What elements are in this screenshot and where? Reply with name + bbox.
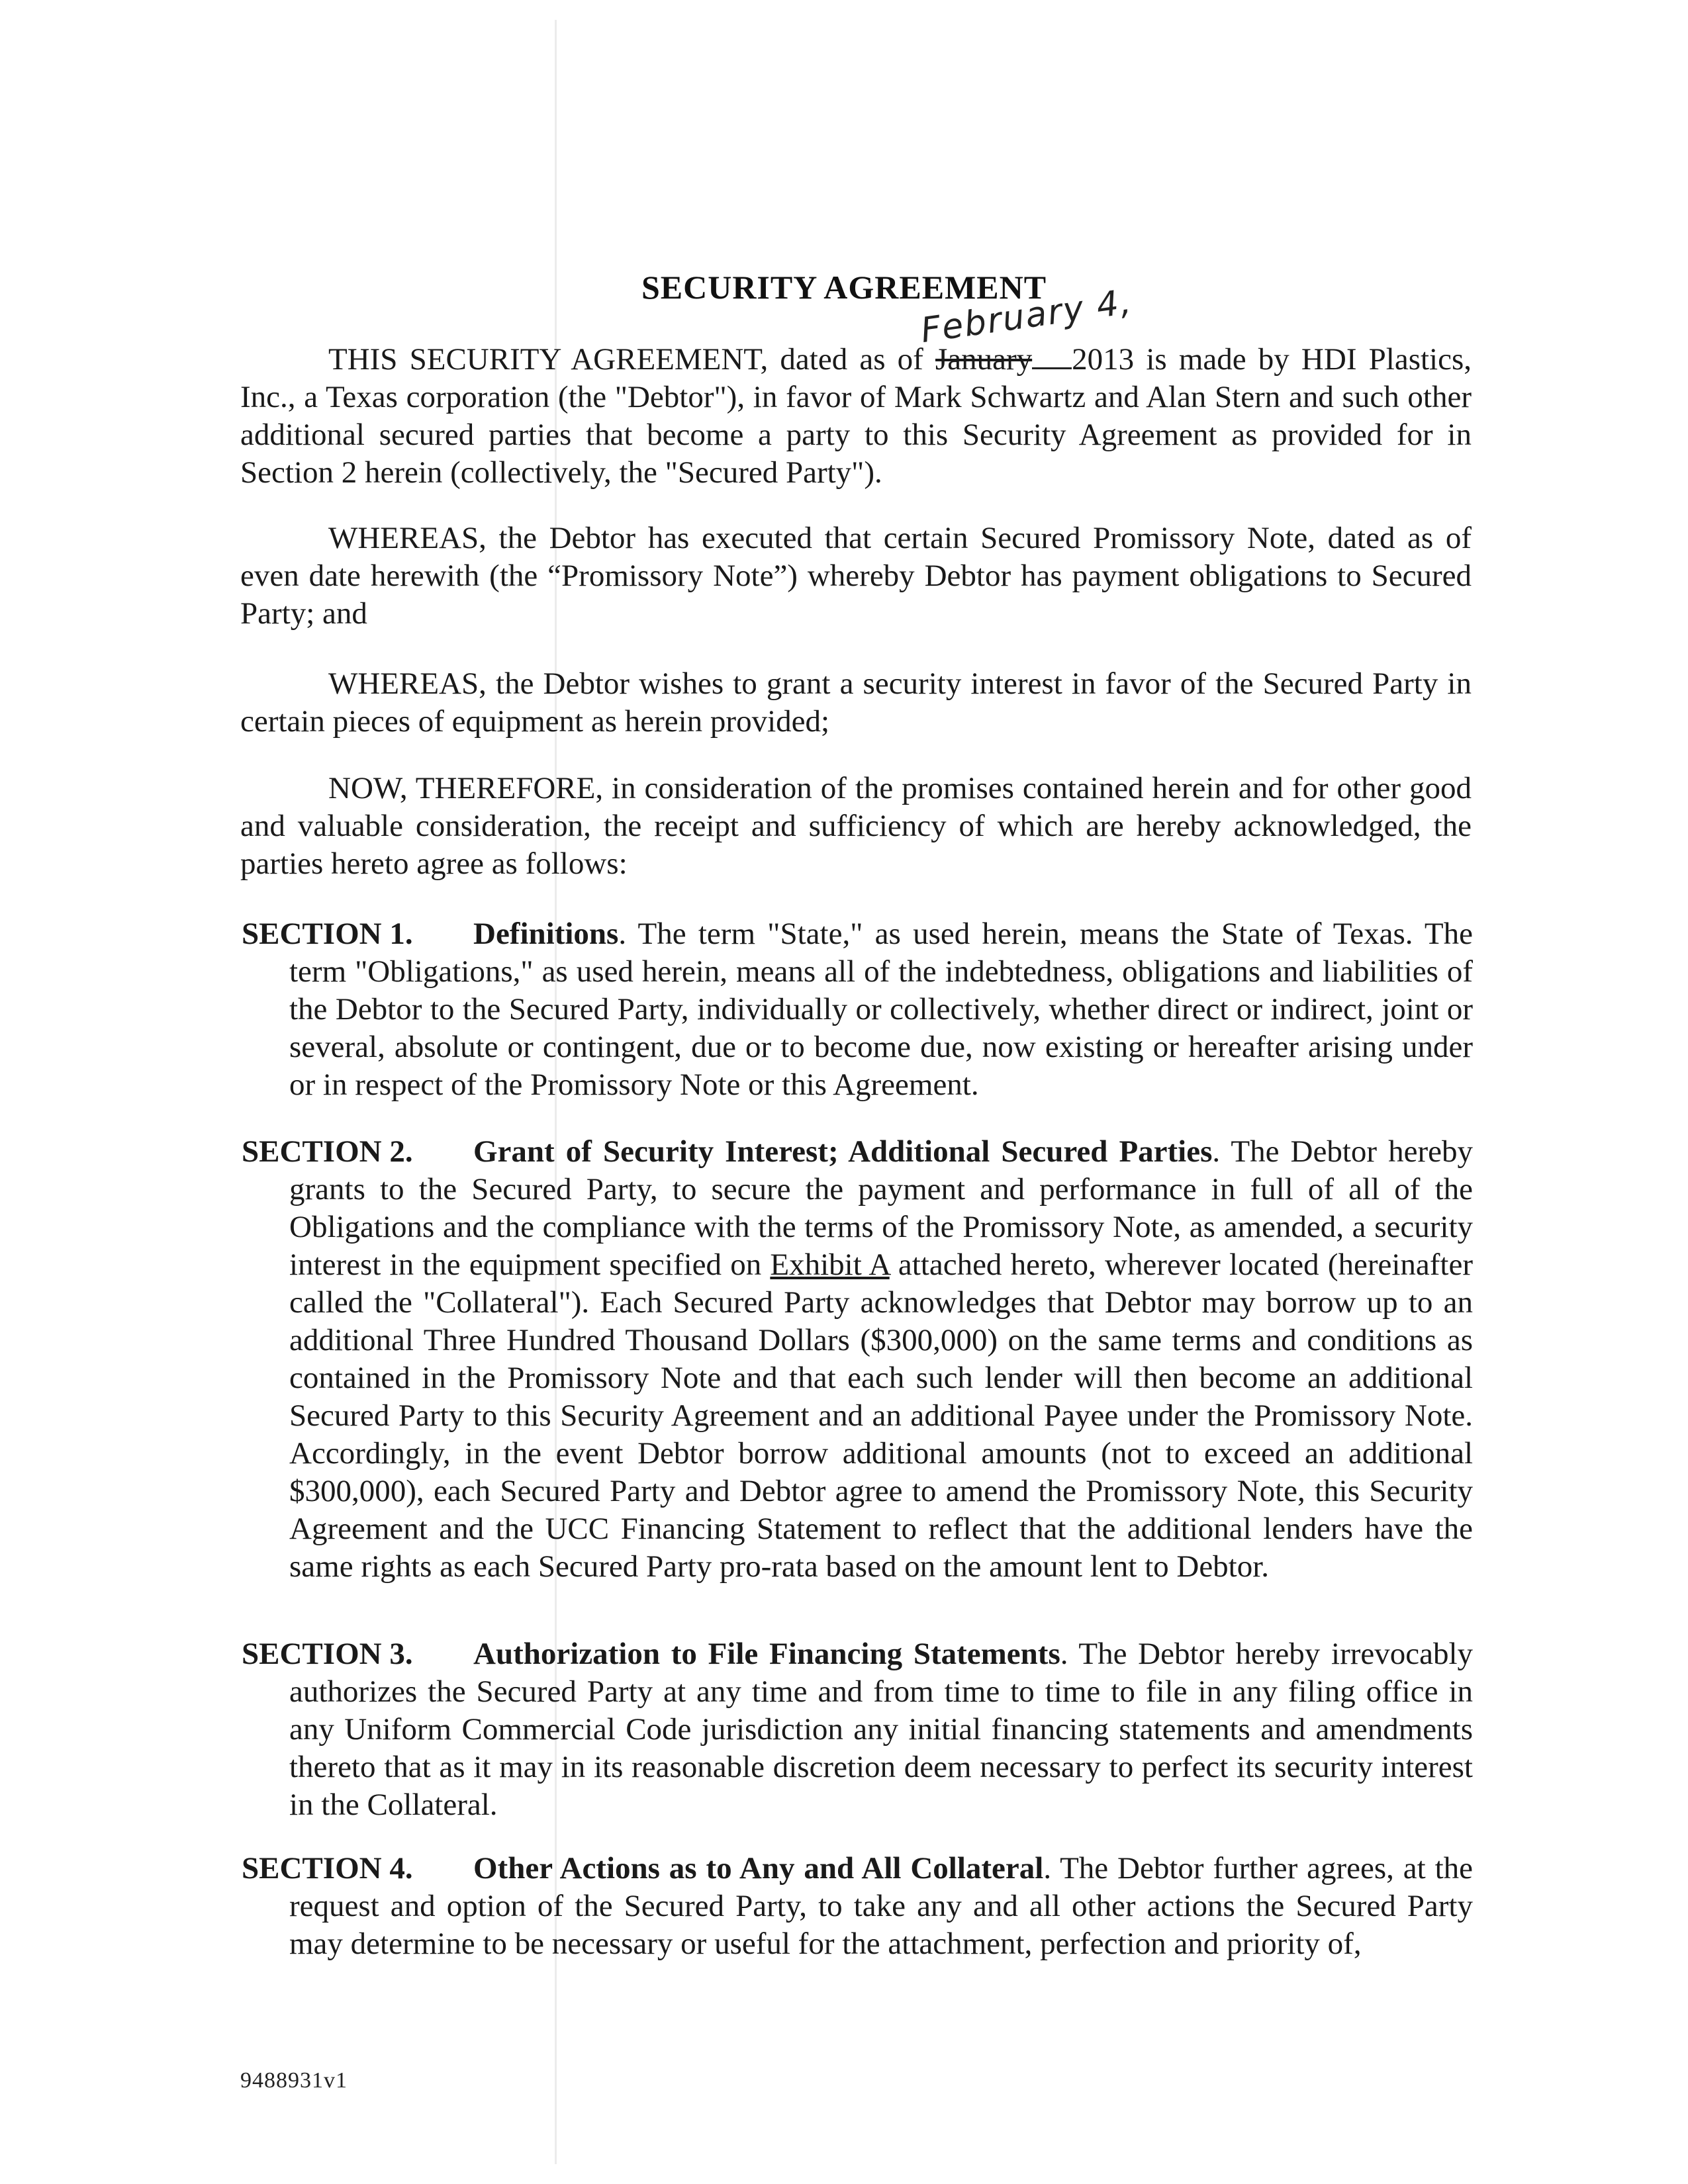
section-3 — [242, 1635, 1473, 1824]
section-3-heading: Authorization to File Financing Statements — [473, 1637, 1060, 1671]
section-2-text-1: . The Debtor hereby grants to the Secured Party, to secure the payment and performance in full of all of the Obligations and the compliance with the terms of the Promissory Note, as amended, a security interest in the equipment specified on — [289, 1134, 1474, 1282]
intro-paragraph — [240, 341, 1472, 492]
section-4-text: . The Debtor further agrees, at the request and option of the Secured Party, to take any and all other actions the Secured Party may determine to be necessary or useful for the attachment, perfection and priority of, — [289, 1851, 1474, 1961]
section-3-text: . The Debtor hereby irrevocably authorizes the Secured Party at any time and from time to time to file in any filing office in any Uniform Commercial Code jurisdiction any initial financing statements and amendments thereto that as it may in its reasonable discretion deem necessary to perfect its security interest in the Collateral. — [289, 1637, 1474, 1822]
section-1-heading: Definitions — [473, 917, 619, 951]
section-3-number: SECTION 3. — [242, 1637, 413, 1671]
intro-text-1: THIS SECURITY AGREEMENT, dated as of — [328, 342, 935, 377]
struck-month: January — [935, 342, 1033, 377]
section-1-number: SECTION 1. — [242, 917, 413, 951]
section-4-number: SECTION 4. — [242, 1851, 413, 1886]
document-title: SECURITY AGREEMENT — [641, 269, 1047, 306]
date-blank — [1032, 367, 1072, 369]
section-2-text-2: attached hereto, wherever located (hereinafter called the "Collateral"). Each Secured Party acknowledges that Debtor may borrow up to an additional Three Hundred Thousand Dollars ($300,000) on the same terms and conditions as contained in the Promissory Note and that each such lender will then become an additional Secured Party to this Security Agreement and an additional Payee under the Promissory Note. Accordingly, in the event Debtor borrow additional amounts (not to exceed an additional $300,000), each Secured Party and Debtor agree to amend the Promissory Note, this Security Agreement and the UCC Financing Statement to reflect that the additional lenders have the same rights as each Secured Party pro-rata based on the amount lent to Debtor. — [289, 1248, 1473, 1584]
section-2-heading: Grant of Security Interest; Additional Secured Parties — [473, 1134, 1213, 1169]
section-4 — [242, 1850, 1473, 1963]
section-4-heading: Other Actions as to Any and All Collateral — [473, 1851, 1044, 1886]
section-2-number: SECTION 2. — [242, 1134, 413, 1169]
section-2 — [242, 1133, 1473, 1586]
whereas-paragraph-1: WHEREAS, the Debtor has executed that certain Secured Promissory Note, dated as of even date herewith (the “Promissory Note”) whereby Debtor has payment obligations to Secured Party; and — [240, 521, 1472, 631]
whereas-paragraph-2: WHEREAS, the Debtor wishes to grant a security interest in favor of the Secured Party in certain pieces of equipment as herein provided; — [240, 666, 1472, 739]
section-1-text: . The term "State," as used herein, means the State of Texas. The term "Obligations," as used herein, means all of the indebtedness, obligations and liabilities of the Debtor to the Secured Party, individually or collectively, whether direct or indirect, joint or several, absolute or contingent, due or to become due, now existing or hereafter arising under or in respect of the Promissory Note or this Agreement. — [289, 917, 1473, 1102]
section-1 — [242, 915, 1473, 1104]
handwritten-date: February 4, — [918, 281, 1135, 351]
intro-text-2: 2013 is made by HDI Plastics, Inc., a Texas corporation (the "Debtor"), in favor of Mark Schwartz and Alan Stern and such other additional secured parties that become a party to this Security Agreement as provided for in Section 2 herein (collectively, the "Secured Party"). — [240, 342, 1472, 490]
exhibit-a-reference: Exhibit A — [770, 1248, 890, 1282]
document-code: 9488931v1 — [240, 2068, 348, 2093]
now-therefore-paragraph: NOW, THEREFORE, in consideration of the promises contained herein and for other good and valuable consideration, the receipt and sufficiency of which are hereby acknowledged, the parties hereto agree as follows: — [240, 771, 1472, 881]
